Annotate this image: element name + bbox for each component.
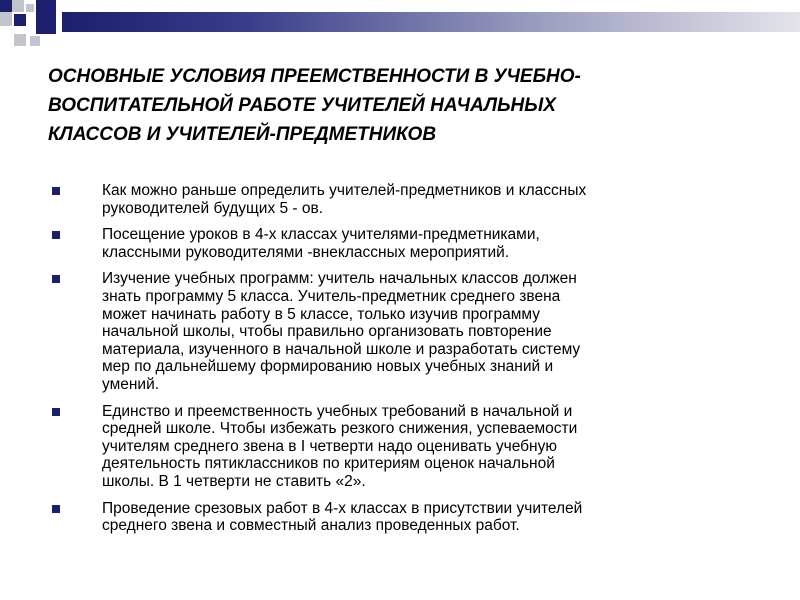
bullet-text-line: умений.: [102, 375, 160, 393]
square-bullet-icon: [52, 275, 60, 283]
bullet-text-line: школы. В 1 четверти не ставить «2».: [102, 472, 366, 490]
bullet-text-line: начальной школы, чтобы правильно организовать повторение: [102, 323, 552, 341]
bullet-text-line: руководителей будущих 5 - ов.: [102, 199, 324, 217]
bullet-text-line: учителям среднего звена в I четверти надо оценивать учебную: [102, 437, 557, 455]
bullet-text-line: материала, изученного в начальной школе и разработать систему: [102, 340, 581, 358]
title-line: ОСНОВНЫЕ УСЛОВИЯ ПРЕЕМСТВЕННОСТИ В УЧЕБНО-: [48, 66, 581, 87]
square-bullet-icon: [52, 231, 60, 239]
bullet-text-line: среднего звена и совместный анализ проведенных работ.: [102, 517, 520, 535]
decor-square: [12, 0, 24, 12]
bullet-item: [48, 403, 748, 491]
decor-square: [0, 12, 12, 26]
decor-square: [30, 36, 40, 46]
bullet-text: [102, 182, 748, 217]
bullet-text: [102, 270, 748, 393]
bullet-text-line: знать программу 5 класса. Учитель-предметник среднего звена: [102, 287, 561, 305]
title-line: ВОСПИТАТЕЛЬНОЙ РАБОТЕ УЧИТЕЛЕЙ НАЧАЛЬНЫХ: [48, 95, 556, 116]
bullet-text: [102, 226, 748, 261]
decor-square: [14, 34, 26, 46]
square-bullet-icon: [52, 505, 60, 513]
bullet-text: [102, 403, 748, 491]
decor-square: [14, 14, 26, 26]
header-decoration: [0, 0, 800, 60]
bullet-item: [48, 226, 748, 261]
bullet-item: [48, 270, 748, 393]
bullet-list: [48, 182, 748, 544]
bullet-text-line: Как можно раньше определить учителей-предметников и классных: [102, 182, 587, 199]
slide-title: [48, 62, 748, 149]
decor-square: [0, 0, 12, 12]
decor-square: [26, 4, 34, 12]
bullet-text-line: Проведение срезовых работ в 4-х классах в присутствии учителей: [102, 499, 583, 517]
bullet-text-line: Посещение уроков в 4-х классах учителями-предметниками,: [102, 226, 540, 244]
decor-square: [36, 0, 56, 34]
bullet-text-line: может начинать работу в 5 классе, только изучив программу: [102, 305, 541, 323]
bullet-item: [48, 182, 748, 217]
square-bullet-icon: [52, 408, 60, 416]
bullet-text-line: Единство и преемственность учебных требований в начальной и: [102, 402, 573, 420]
bullet-text-line: классными руководителями -внеклассных мероприятий.: [102, 243, 510, 261]
bullet-text-line: деятельность пятиклассников по критериям оценок начальной: [102, 455, 555, 473]
title-line: КЛАССОВ И УЧИТЕЛЕЙ-ПРЕДМЕТНИКОВ: [48, 124, 437, 145]
bullet-item: [48, 500, 748, 535]
square-bullet-icon: [52, 187, 60, 195]
bullet-text: [102, 500, 748, 535]
bullet-text-line: мер по дальнейшему формированию новых учебных знаний и: [102, 358, 554, 376]
bullet-text-line: Изучение учебных программ: учитель начальных классов должен: [102, 270, 577, 288]
header-gradient-bar: [62, 12, 800, 32]
bullet-text-line: средней школе. Чтобы избежать резкого снижения, успеваемости: [102, 420, 578, 438]
